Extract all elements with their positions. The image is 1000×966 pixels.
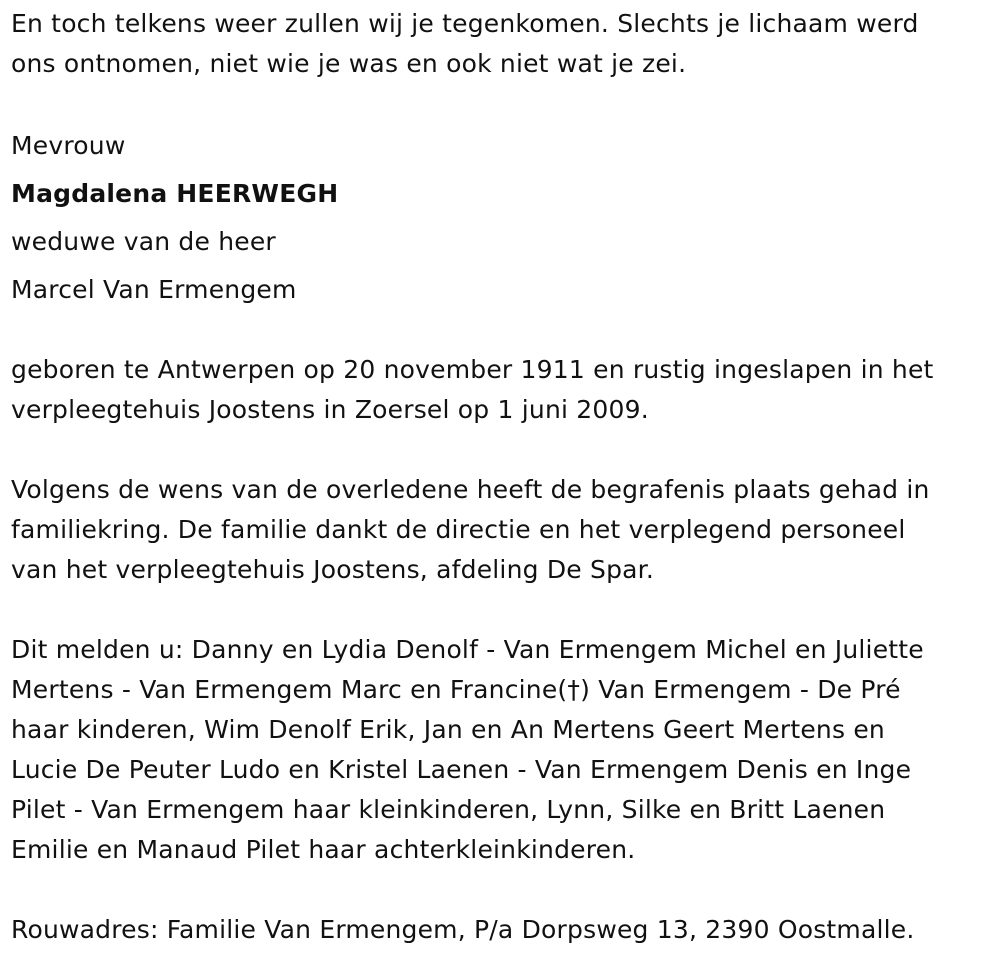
deceased-block — [11, 122, 986, 314]
intro-paragraph — [11, 4, 986, 84]
salutation: Mevrouw — [11, 131, 126, 160]
spouse-name: Marcel Van Ermengem — [11, 275, 297, 304]
deceased-name: Magdalena HEERWEGH — [11, 179, 339, 208]
family-paragraph — [11, 630, 986, 870]
family-line: Lucie De Peuter Ludo en Kristel Laenen - Van Ermengem Denis en Inge — [11, 755, 912, 784]
funeral-line: van het verpleegtehuis Joostens, afdeling De Spar. — [11, 555, 654, 584]
family-line: Emilie en Manaud Pilet haar achterkleinkinderen. — [11, 835, 636, 864]
mourning-address: Rouwadres: Familie Van Ermengem, P/a Dorpsweg 13, 2390 Oostmalle. — [11, 915, 915, 944]
birth-death-paragraph — [11, 350, 986, 430]
family-line: Dit melden u: Danny en Lydia Denolf - Van Ermengem Michel en Juliette — [11, 635, 924, 664]
family-line: haar kinderen, Wim Denolf Erik, Jan en An Mertens Geert Mertens en — [11, 715, 885, 744]
family-line: Pilet - Van Ermengem haar kleinkinderen, Lynn, Silke en Britt Laenen — [11, 795, 886, 824]
birth-death-line: geboren te Antwerpen op 20 november 1911 en rustig ingeslapen in het — [11, 355, 934, 384]
funeral-paragraph — [11, 470, 986, 590]
widow-of-text: weduwe van de heer — [11, 227, 276, 256]
intro-line: En toch telkens weer zullen wij je tegenkomen. Slechts je lichaam werd — [11, 9, 919, 38]
intro-line: ons ontnomen, niet wie je was en ook niet wat je zei. — [11, 49, 687, 78]
family-line: Mertens - Van Ermengem Marc en Francine(†) Van Ermengem - De Pré — [11, 675, 901, 704]
funeral-line: Volgens de wens van de overledene heeft de begrafenis plaats gehad in — [11, 475, 930, 504]
funeral-line: familiekring. De familie dankt de directie en het verplegend personeel — [11, 515, 906, 544]
address-paragraph — [11, 910, 986, 950]
birth-death-line: verpleegtehuis Joostens in Zoersel op 1 juni 2009. — [11, 395, 649, 424]
